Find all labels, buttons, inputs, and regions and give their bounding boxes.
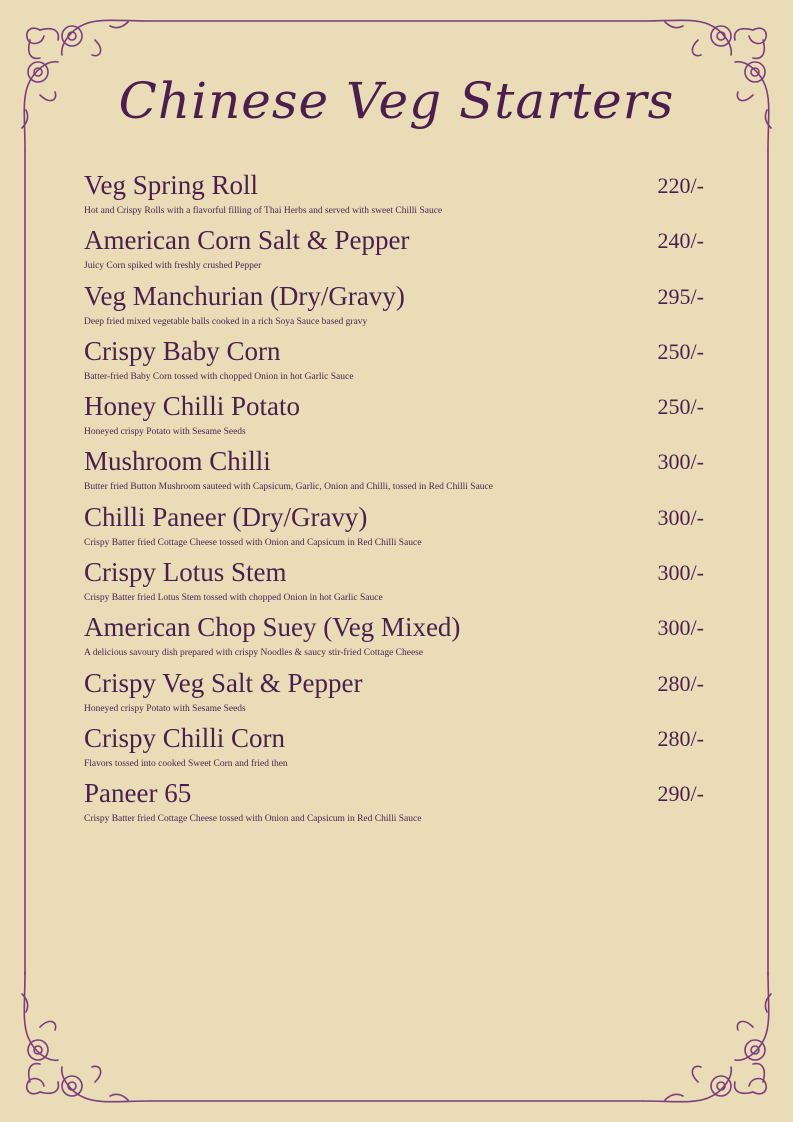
item-price: 250/- [657, 394, 704, 420]
item-price: 300/- [657, 615, 704, 641]
menu-item [84, 723, 704, 778]
item-description: Deep fried mixed vegetable balls cooked in a rich Soya Sauce based gravy [84, 316, 368, 327]
menu-item [84, 391, 704, 446]
menu-item [84, 612, 704, 667]
item-name: Crispy Chilli Corn [84, 722, 286, 753]
menu-item [84, 281, 704, 336]
menu-item [84, 446, 704, 501]
item-price: 300/- [657, 449, 704, 475]
item-name: Honey Chilli Potato [84, 391, 300, 422]
item-name: American Chop Suey (Veg Mixed) [84, 612, 461, 643]
item-description: Batter-fried Baby Corn tossed with chopped Onion in hot Garlic Sauce [84, 371, 354, 382]
menu-item [84, 778, 704, 833]
item-price: 250/- [657, 338, 704, 364]
item-price: 280/- [657, 670, 704, 696]
item-description: Hot and Crispy Rolls with a flavorful filling of Thai Herbs and served with sweet Chilli Sauce [84, 206, 443, 216]
item-name: Chilli Paneer (Dry/Gravy) [84, 501, 368, 532]
item-name: Crispy Baby Corn [84, 335, 281, 366]
item-description: Crispy Batter fried Cottage Cheese tossed with Onion and Capsicum in Red Chilli Sauce [84, 537, 422, 548]
menu-item [84, 225, 704, 280]
item-price: 295/- [657, 283, 704, 309]
item-description: Crispy Batter fried Cottage Cheese tossed with Onion and Capsicum in Red Chilli Sauce [84, 814, 422, 825]
menu-item [84, 668, 704, 723]
item-price: 300/- [657, 504, 704, 530]
item-description: Honeyed crispy Potato with Sesame Seeds [84, 427, 246, 438]
item-description: Honeyed crispy Potato with Sesame Seeds [84, 703, 246, 714]
item-description: Flavors tossed into cooked Sweet Corn and fried then [84, 758, 288, 769]
menu-item [84, 336, 704, 391]
item-name: Crispy Lotus Stem [84, 557, 287, 588]
item-description: Crispy Batter fried Lotus Stem tossed with chopped Onion in hot Garlic Sauce [84, 593, 383, 604]
item-description: Butter fried Button Mushroom sauteed with Capsicum, Garlic, Onion and Chilli, tossed in Red Chilli Sauce [84, 482, 493, 493]
item-name: American Corn Salt & Pepper [84, 225, 410, 256]
item-price: 290/- [657, 781, 704, 807]
item-description: A delicious savoury dish prepared with crispy Noodles & saucy stir-fried Cottage Cheese [84, 648, 424, 659]
item-price: 240/- [657, 228, 704, 254]
item-price: 280/- [657, 725, 704, 751]
menu-item [84, 170, 704, 225]
item-price: 220/- [657, 173, 704, 198]
menu-item [84, 557, 704, 612]
menu-item [84, 502, 704, 557]
item-name: Crispy Veg Salt & Pepper [84, 667, 363, 698]
item-price: 300/- [657, 560, 704, 586]
item-name: Mushroom Chilli [84, 446, 271, 477]
item-description: Juicy Corn spiked with freshly crushed Pepper [84, 261, 262, 272]
item-name: Veg Manchurian (Dry/Gravy) [84, 280, 405, 311]
page-title: Chinese Veg Starters [118, 72, 675, 130]
item-name: Veg Spring Roll [84, 170, 259, 200]
menu-list [84, 170, 704, 834]
item-name: Paneer 65 [84, 778, 192, 809]
